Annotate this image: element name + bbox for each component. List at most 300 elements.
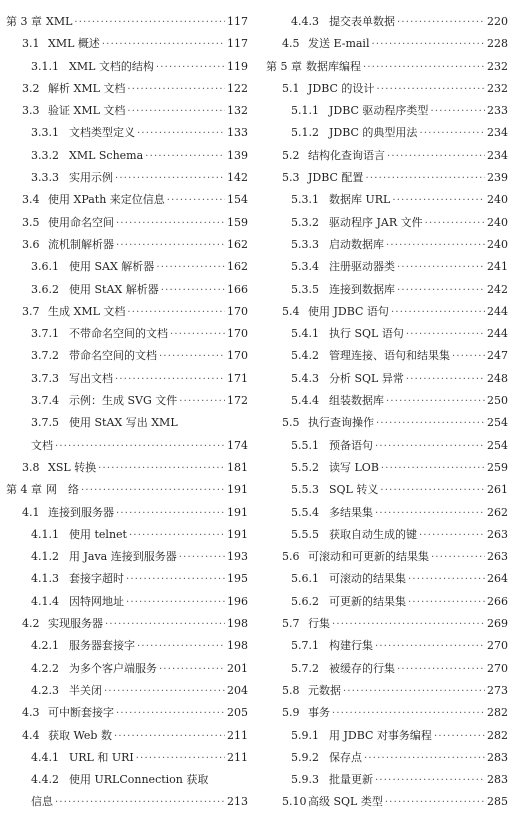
toc-chapter-entry bbox=[6, 11, 248, 33]
toc-page-number: 261 bbox=[487, 483, 508, 497]
toc-section-entry bbox=[266, 412, 508, 434]
leader-dots bbox=[129, 525, 225, 547]
toc-entry-title: 因特网地址 bbox=[69, 594, 124, 608]
toc-entry-title: 获取自动生成的键 bbox=[329, 527, 417, 541]
leader-dots bbox=[98, 458, 225, 480]
toc-entry-number: 4.4 bbox=[22, 728, 40, 742]
toc-entry-row bbox=[6, 301, 248, 324]
leader-dots bbox=[115, 369, 225, 391]
toc-page-number: 213 bbox=[227, 795, 248, 809]
toc-entry-row bbox=[6, 279, 248, 302]
toc-page-number: 170 bbox=[227, 327, 248, 341]
toc-page-number: 234 bbox=[487, 126, 508, 140]
toc-entry-title: 数据库编程 bbox=[306, 59, 361, 73]
toc-entry-title: 解析 XML 文档 bbox=[48, 81, 126, 95]
leader-dots bbox=[105, 614, 225, 636]
toc-page-number: 195 bbox=[227, 572, 248, 586]
toc-entry-row bbox=[266, 33, 508, 56]
toc-entry-title: 使用 StAX 解析器 bbox=[69, 282, 159, 296]
toc-entry-number: 5.3.4 bbox=[291, 260, 319, 274]
toc-entry-row bbox=[6, 435, 248, 458]
toc-page-number: 254 bbox=[487, 438, 508, 452]
toc-section-entry bbox=[6, 189, 248, 211]
toc-subsection-entry bbox=[6, 122, 248, 144]
toc-entry-title: 事务 bbox=[308, 706, 330, 720]
toc-entry-number: 3.2 bbox=[22, 81, 40, 95]
leader-dots bbox=[116, 235, 225, 257]
toc-subsection-entry bbox=[6, 323, 248, 345]
leader-dots bbox=[127, 79, 225, 101]
toc-entry-title: 分析 SQL 异常 bbox=[329, 371, 404, 385]
toc-page-number: 282 bbox=[487, 728, 508, 742]
leader-dots bbox=[365, 168, 485, 190]
toc-entry-title: 被缓存的行集 bbox=[329, 661, 395, 675]
toc-page-number: 240 bbox=[487, 237, 508, 251]
toc-entry-title-continued: 信息 bbox=[31, 795, 53, 809]
toc-entry-number: 5.3.3 bbox=[291, 237, 319, 251]
toc-page-number: 162 bbox=[227, 260, 248, 274]
toc-subsection-entry bbox=[266, 256, 508, 278]
toc-entry-title: 套接字超时 bbox=[69, 572, 124, 586]
leader-dots bbox=[375, 436, 485, 458]
leader-dots bbox=[408, 569, 485, 591]
toc-subsection-entry bbox=[266, 635, 508, 657]
toc-entry-number: 4.3 bbox=[22, 706, 40, 720]
leader-dots bbox=[332, 614, 485, 636]
leader-dots bbox=[127, 302, 225, 324]
toc-page-number: 282 bbox=[487, 706, 508, 720]
toc-entry-number: 5.3.2 bbox=[291, 215, 319, 229]
toc-left-column bbox=[6, 11, 248, 814]
toc-entry-title: 使用 telnet bbox=[69, 527, 127, 541]
toc-subsection-entry bbox=[6, 256, 248, 278]
toc-entry-title: 可滚动和可更新的结果集 bbox=[308, 550, 429, 564]
toc-entry-number: 5.10 bbox=[282, 795, 307, 809]
toc-entry-number: 4.1.4 bbox=[31, 594, 59, 608]
leader-dots bbox=[434, 726, 485, 748]
leader-dots bbox=[156, 257, 225, 279]
toc-entry-number: 5.1.1 bbox=[291, 104, 319, 118]
toc-page-number: 239 bbox=[487, 171, 508, 185]
toc-page-number: 191 bbox=[227, 483, 248, 497]
toc-entry-title: XSL 转换 bbox=[48, 460, 97, 474]
toc-entry-title: 数据库 URL bbox=[329, 193, 391, 207]
leader-dots bbox=[364, 748, 485, 770]
toc-subsection-entry bbox=[6, 769, 248, 791]
toc-entry-number: 3.3.3 bbox=[31, 171, 59, 185]
toc-section-entry bbox=[6, 78, 248, 100]
toc-subsection-entry bbox=[6, 680, 248, 702]
leader-dots bbox=[375, 636, 485, 658]
toc-page-number: 196 bbox=[227, 594, 248, 608]
toc-section-entry bbox=[266, 78, 508, 100]
toc-entry-number: 3.6.1 bbox=[31, 260, 59, 274]
leader-dots bbox=[392, 190, 485, 212]
toc-section-entry bbox=[6, 212, 248, 234]
toc-page-number: 122 bbox=[227, 81, 248, 95]
toc-page-number: 242 bbox=[487, 282, 508, 296]
toc-section-entry bbox=[6, 613, 248, 635]
toc-page-number: 285 bbox=[487, 795, 508, 809]
toc-entry-number: 4.1.1 bbox=[31, 527, 59, 541]
toc-entry-title: 驱动程序 JAR 文件 bbox=[329, 215, 423, 229]
toc-entry-row bbox=[6, 56, 248, 79]
toc-page-number: 170 bbox=[227, 304, 248, 318]
toc-entry-number: 3.7 bbox=[22, 304, 40, 318]
toc-page-number: 228 bbox=[487, 37, 508, 51]
toc-subsection-entry bbox=[266, 323, 508, 345]
toc-entry-row bbox=[266, 412, 508, 435]
toc-entry-title: 文档类型定义 bbox=[69, 126, 135, 140]
toc-section-entry bbox=[6, 702, 248, 724]
toc-entry-row bbox=[266, 769, 508, 792]
toc-entry-row bbox=[6, 568, 248, 591]
leader-dots bbox=[397, 12, 485, 34]
toc-subsection-entry bbox=[266, 122, 508, 144]
toc-entry-title: 元数据 bbox=[308, 683, 341, 697]
toc-page-number: 270 bbox=[487, 661, 508, 675]
toc-entry-number: 3.7.4 bbox=[31, 394, 59, 408]
toc-entry-continuation bbox=[6, 791, 248, 813]
toc-entry-number: 5.8 bbox=[282, 683, 300, 697]
toc-entry-title: 写出文档 bbox=[69, 371, 113, 385]
toc-page-number: 154 bbox=[227, 193, 248, 207]
toc-entry-row bbox=[266, 725, 508, 748]
toc-entry-row bbox=[266, 145, 508, 168]
toc-entry-number: 3.7.2 bbox=[31, 349, 59, 363]
toc-page-number: 139 bbox=[227, 148, 248, 162]
toc-entry-row bbox=[6, 658, 248, 681]
toc-entry-number: 3.4 bbox=[22, 193, 40, 207]
toc-entry-number: 5.7 bbox=[282, 617, 300, 631]
toc-entry-number: 4.2 bbox=[22, 617, 40, 631]
leader-dots bbox=[397, 280, 485, 302]
toc-entry-title: 结构化查询语言 bbox=[308, 148, 385, 162]
toc-entry-title: XML 概述 bbox=[48, 37, 100, 51]
toc-entry-number: 3.6 bbox=[22, 237, 40, 251]
toc-entry-title: 使用 SAX 解析器 bbox=[69, 260, 155, 274]
toc-entry-title: 实用示例 bbox=[69, 171, 113, 185]
toc-entry-number: 4.2.2 bbox=[31, 661, 59, 675]
toc-entry-title: JDBC 配置 bbox=[308, 171, 364, 185]
toc-entry-row bbox=[6, 502, 248, 525]
leader-dots bbox=[397, 257, 485, 279]
toc-entry-title: 不带命名空间的文档 bbox=[69, 327, 168, 341]
toc-page-number: 241 bbox=[487, 260, 508, 274]
leader-dots bbox=[363, 57, 485, 79]
toc-entry-number: 5.5 bbox=[282, 416, 300, 430]
toc-page-number: 270 bbox=[487, 639, 508, 653]
toc-entry-number: 5.3.5 bbox=[291, 282, 319, 296]
toc-entry-number: 3.7.1 bbox=[31, 327, 59, 341]
toc-section-entry bbox=[6, 234, 248, 256]
toc-page-number: 170 bbox=[227, 349, 248, 363]
leader-dots bbox=[391, 302, 485, 324]
toc-entry-title: 服务器套接字 bbox=[69, 639, 135, 653]
toc-entry-number: 5.9.3 bbox=[291, 773, 319, 787]
leader-dots bbox=[387, 146, 485, 168]
toc-subsection-entry bbox=[266, 591, 508, 613]
leader-dots bbox=[406, 324, 485, 346]
toc-entry-title: 使用 StAX 写出 XML bbox=[69, 416, 178, 430]
toc-entry-row bbox=[266, 122, 508, 145]
toc-entry-number: 5.7.2 bbox=[291, 661, 319, 675]
toc-entry-number: 5.5.3 bbox=[291, 483, 319, 497]
leader-dots bbox=[167, 190, 225, 212]
toc-entry-title: JDBC 的典型用法 bbox=[329, 126, 418, 140]
toc-entry-row bbox=[266, 368, 508, 391]
toc-entry-row bbox=[6, 457, 248, 480]
leader-dots bbox=[55, 792, 225, 814]
toc-subsection-entry bbox=[6, 167, 248, 189]
toc-entry-title: 获取 Web 数 bbox=[48, 728, 112, 742]
toc-page-number: 205 bbox=[227, 706, 248, 720]
toc-page-number: 232 bbox=[487, 59, 508, 73]
toc-entry-number: 第 3 章 bbox=[6, 15, 42, 28]
toc-subsection-entry bbox=[266, 568, 508, 590]
toc-subsection-entry bbox=[266, 769, 508, 791]
leader-dots bbox=[179, 391, 225, 413]
toc-entry-number: 4.2.1 bbox=[31, 639, 59, 653]
toc-entry-title: 可更新的结果集 bbox=[329, 594, 406, 608]
toc-subsection-entry bbox=[266, 234, 508, 256]
toc-page-number: 117 bbox=[227, 15, 248, 28]
toc-entry-title: 实现服务器 bbox=[48, 617, 103, 631]
toc-entry-number: 5.1 bbox=[282, 81, 300, 95]
toc-page-number: 254 bbox=[487, 416, 508, 430]
toc-entry-title: 组装数据库 bbox=[329, 394, 384, 408]
toc-entry-row bbox=[6, 212, 248, 235]
leader-dots bbox=[114, 726, 225, 748]
toc-entry-number: 5.3 bbox=[282, 171, 300, 185]
leader-dots bbox=[375, 503, 485, 525]
toc-entry-row bbox=[6, 524, 248, 547]
toc-entry-number: 5.6.2 bbox=[291, 594, 319, 608]
toc-entry-row bbox=[6, 747, 248, 770]
toc-entry-row bbox=[266, 702, 508, 725]
toc-entry-row bbox=[266, 435, 508, 458]
toc-entry-row bbox=[6, 234, 248, 257]
toc-subsection-entry bbox=[6, 524, 248, 546]
toc-subsection-entry bbox=[266, 189, 508, 211]
toc-entry-number: 3.1 bbox=[22, 37, 40, 51]
toc-subsection-entry bbox=[266, 479, 508, 501]
toc-entry-number: 5.4.1 bbox=[291, 327, 319, 341]
leader-dots bbox=[102, 34, 225, 56]
leader-dots bbox=[397, 659, 485, 681]
leader-dots bbox=[179, 547, 225, 569]
toc-entry-number: 4.2.3 bbox=[31, 683, 59, 697]
toc-subsection-entry bbox=[6, 390, 248, 412]
toc-entry-number: 4.4.3 bbox=[291, 15, 319, 28]
toc-subsection-entry bbox=[266, 279, 508, 301]
toc-entry-row bbox=[6, 145, 248, 168]
toc-entry-number: 第 5 章 bbox=[266, 59, 302, 73]
toc-entry-title: 用 JDBC 对事务编程 bbox=[329, 728, 432, 742]
toc-subsection-entry bbox=[266, 658, 508, 680]
toc-page-number: 204 bbox=[227, 683, 248, 697]
toc-subsection-entry bbox=[6, 345, 248, 367]
toc-entry-row bbox=[266, 189, 508, 212]
toc-page-number: 248 bbox=[487, 371, 508, 385]
toc-entry-title: 高级 SQL 类型 bbox=[308, 795, 383, 809]
toc-entry-number: 5.6 bbox=[282, 550, 300, 564]
toc-entry-number: 3.6.2 bbox=[31, 282, 59, 296]
toc-page-number: 162 bbox=[227, 237, 248, 251]
leader-dots bbox=[386, 391, 485, 413]
leader-dots bbox=[386, 235, 485, 257]
toc-entry-row bbox=[6, 702, 248, 725]
toc-entry-title: 构建行集 bbox=[329, 639, 373, 653]
toc-page-number: 264 bbox=[487, 572, 508, 586]
leader-dots bbox=[136, 748, 225, 770]
toc-entry-title: 网 络 bbox=[46, 483, 79, 497]
toc-entry-title: XML 文档的结构 bbox=[69, 59, 154, 73]
toc-entry-title-continued: 文档 bbox=[31, 438, 53, 452]
toc-entry-row bbox=[6, 546, 248, 569]
toc-page-number: 181 bbox=[227, 460, 248, 474]
toc-page-number: 198 bbox=[227, 639, 248, 653]
toc-page-number: 250 bbox=[487, 394, 508, 408]
toc-entry-title: 流机制解析器 bbox=[48, 237, 114, 251]
toc-page-number: 259 bbox=[487, 460, 508, 474]
toc-subsection-entry bbox=[6, 591, 248, 613]
toc-entry-title: 连接到服务器 bbox=[48, 505, 114, 519]
leader-dots bbox=[159, 659, 225, 681]
toc-entry-row bbox=[6, 345, 248, 368]
toc-entry-title: XML bbox=[46, 15, 73, 28]
leader-dots bbox=[371, 34, 485, 56]
toc-page-number: 172 bbox=[227, 394, 248, 408]
toc-entry-title: 半关闭 bbox=[69, 683, 102, 697]
toc-subsection-entry bbox=[266, 212, 508, 234]
leader-dots bbox=[343, 681, 485, 703]
toc-page-number: 262 bbox=[487, 505, 508, 519]
toc-entry-number: 5.9.2 bbox=[291, 750, 319, 764]
toc-entry-row bbox=[6, 78, 248, 101]
toc-entry-title: 多结果集 bbox=[329, 505, 373, 519]
toc-entry-row bbox=[6, 256, 248, 279]
toc-entry-row bbox=[6, 791, 248, 814]
toc-entry-title: 批量更新 bbox=[329, 773, 373, 787]
toc-entry-title: 提交表单数据 bbox=[329, 15, 395, 28]
toc-section-entry bbox=[266, 145, 508, 167]
toc-right-column bbox=[266, 11, 508, 814]
toc-entry-title: 可滚动的结果集 bbox=[329, 572, 406, 586]
toc-section-entry bbox=[6, 457, 248, 479]
toc-entry-row bbox=[6, 635, 248, 658]
toc-entry-continuation bbox=[6, 435, 248, 457]
toc-entry-title: 可中断套接字 bbox=[48, 706, 114, 720]
toc-page-number: 174 bbox=[227, 438, 248, 452]
toc-entry-number: 3.7.3 bbox=[31, 371, 59, 385]
toc-entry-title: 验证 XML 文档 bbox=[48, 104, 126, 118]
toc-section-entry bbox=[6, 100, 248, 122]
toc-entry-row bbox=[266, 301, 508, 324]
toc-entry-number: 3.8 bbox=[22, 460, 40, 474]
toc-entry-title: JDBC 驱动程序类型 bbox=[329, 104, 429, 118]
leader-dots bbox=[116, 703, 225, 725]
toc-entry-row bbox=[6, 368, 248, 391]
leader-dots bbox=[104, 681, 225, 703]
toc-entry-title: XML Schema bbox=[69, 148, 144, 162]
toc-section-entry bbox=[6, 33, 248, 55]
toc-page-number: 240 bbox=[487, 193, 508, 207]
toc-page-number: 171 bbox=[227, 371, 248, 385]
toc-entry-number: 5.9 bbox=[282, 706, 300, 720]
toc-entry-row bbox=[266, 479, 508, 502]
toc-entry-row bbox=[6, 725, 248, 748]
leader-dots bbox=[406, 369, 485, 391]
toc-entry-title: 用 Java 连接到服务器 bbox=[69, 550, 177, 564]
leader-dots bbox=[452, 346, 485, 368]
toc-entry-row bbox=[266, 256, 508, 279]
toc-entry-number: 4.5 bbox=[282, 37, 300, 51]
toc-entry-row bbox=[266, 100, 508, 123]
toc-entry-row bbox=[266, 390, 508, 413]
toc-entry-title: 示例：生成 SVG 文件 bbox=[69, 394, 178, 408]
toc-entry-title: 使用命名空间 bbox=[48, 215, 114, 229]
toc-entry-row bbox=[266, 635, 508, 658]
toc-section-entry bbox=[266, 167, 508, 189]
toc-section-entry bbox=[266, 680, 508, 702]
toc-page-number: 142 bbox=[227, 171, 248, 185]
toc-page-number: 266 bbox=[487, 594, 508, 608]
toc-entry-number: 3.1.1 bbox=[31, 59, 59, 73]
toc-subsection-entry bbox=[266, 368, 508, 390]
toc-section-entry bbox=[266, 702, 508, 724]
toc-entry-title: 管理连接、语句和结果集 bbox=[329, 349, 450, 363]
toc-subsection-entry bbox=[266, 502, 508, 524]
toc-page-number: 198 bbox=[227, 617, 248, 631]
toc-section-entry bbox=[266, 791, 508, 813]
toc-entry-title: 注册驱动器类 bbox=[329, 260, 395, 274]
toc-entry-number: 5.2 bbox=[282, 148, 300, 162]
toc-section-entry bbox=[266, 33, 508, 55]
toc-entry-title: JDBC 的设计 bbox=[308, 81, 375, 95]
toc-subsection-entry bbox=[6, 368, 248, 390]
toc-entry-row bbox=[266, 279, 508, 302]
toc-entry-title: 行集 bbox=[308, 617, 330, 631]
toc-page-number: 191 bbox=[227, 527, 248, 541]
toc-chapter-entry bbox=[6, 479, 248, 501]
leader-dots bbox=[126, 592, 225, 614]
toc-entry-row bbox=[266, 613, 508, 636]
leader-dots bbox=[161, 280, 225, 302]
toc-page-number: 166 bbox=[227, 282, 248, 296]
toc-entry-row bbox=[266, 56, 508, 79]
toc-entry-number: 5.4.2 bbox=[291, 349, 319, 363]
leader-dots bbox=[375, 770, 485, 792]
toc-entry-row bbox=[266, 167, 508, 190]
toc-section-entry bbox=[6, 725, 248, 747]
toc-subsection-entry bbox=[6, 568, 248, 590]
toc-entry-row bbox=[266, 11, 508, 34]
toc-entry-number: 5.4 bbox=[282, 304, 300, 318]
toc-page-number: 247 bbox=[487, 349, 508, 363]
toc-entry-number: 4.4.1 bbox=[31, 750, 59, 764]
toc-entry-row bbox=[266, 546, 508, 569]
toc-entry-number: 5.3.1 bbox=[291, 193, 319, 207]
toc-entry-number: 4.1.2 bbox=[31, 550, 59, 564]
toc-page-number: 193 bbox=[227, 550, 248, 564]
toc-subsection-entry bbox=[266, 11, 508, 33]
toc-entry-number: 5.4.4 bbox=[291, 394, 319, 408]
toc-entry-title: 为多个客户端服务 bbox=[69, 661, 157, 675]
toc-entry-row bbox=[266, 345, 508, 368]
toc-entry-number: 5.9.1 bbox=[291, 728, 319, 742]
toc-subsection-entry bbox=[6, 658, 248, 680]
